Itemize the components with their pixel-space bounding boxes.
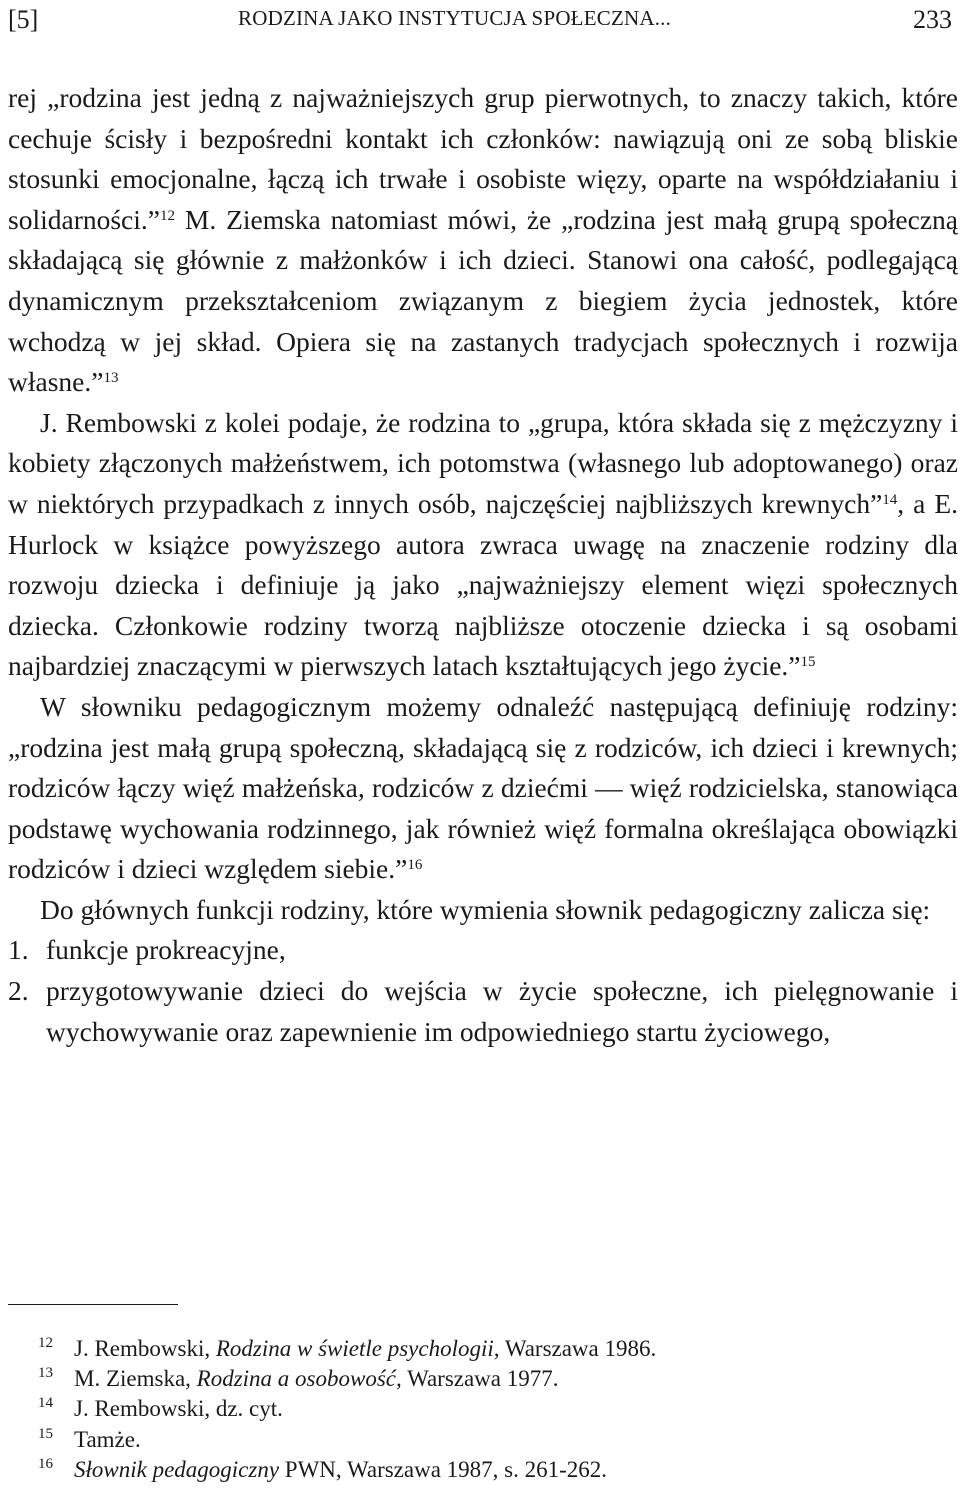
functions-list: [8, 930, 958, 1052]
page-number: 233: [913, 5, 952, 34]
footnote-ref-12: 12: [159, 207, 175, 224]
section-number: [5]: [8, 5, 39, 34]
paragraph-1: rej „rodzina jest jedną z najważniejszych grup pierwotnych, to znaczy takich, które cechuje ścisły i bezpośredni kontakt ich członków: nawiązują oni ze sobą bliskie stosunki emocjonalne, łączą ich trwałe i osobiste więzy, oparte na współdziałaniu i solidarności.”$^{12}$ M. Ziemska natomiast mówi, że „rodzina jest małą grupą społeczną składającą się głównie z małżonków i ich dzieci. Stanowi ona całość, podlegającą dynamicznym przekształceniom związanym z biegiem życia jednostek, które wchodzą w jej skład. Opiera się na zastanych tradycjach społecznych i rozwija własne.”$^{13}$: [8, 82, 958, 398]
footnote-16: 16 Słownik pedagogiczny PWN, Warszawa 1987, s. 261-262.: [38, 1455, 608, 1482]
list-item: 2. przygotowywanie dzieci do wejścia w życie społeczne, ich pielęgnowanie i wychowywanie oraz zapewnienie im odpowiedniego startu życiowego,: [8, 975, 958, 1047]
footnotes: [38, 1334, 938, 1485]
footnote-ref-13: 13: [103, 370, 119, 387]
footnote-15: 15 Tamże.: [38, 1425, 141, 1452]
list-item: 1. funkcje prokreacyjne,: [8, 934, 286, 966]
paragraph-3: W słowniku pedagogicznym możemy odnaleźć następującą definiuję rodziny: „rodzina jest małą grupą społeczną, składającą się z rodziców, ich dzieci i krewnych; rodziców łączy więź małżeńska, rodziców z dziećmi — więź rodzicielska, stanowiąca podstawę wychowania rodzinnego, jak również więź formalna określająca obowiązki rodziców i dzieci względem siebie.”$^{16}$: [8, 690, 958, 885]
main-text: [8, 78, 958, 1052]
footnote-ref-16: 16: [407, 857, 423, 874]
footnote-14: 14 J. Rembowski, dz. cyt.: [38, 1395, 283, 1422]
running-title: RODZINA JAKO INSTYTUCJA SPOŁECZNA...: [238, 6, 672, 30]
footnote-ref-14: 14: [882, 491, 898, 508]
paragraph-2: J. Rembowski z kolei podaje, że rodzina to „grupa, która składa się z mężczyzny i kobiety złączonych małżeństwem, ich potomstwa (własnego lub adoptowanego) oraz w niektórych przypadkach z innych osób, najczęściej najbliższych krewnych”$^{14}$, a E. Hurlock w książce powyższego autora zwraca uwagę na znaczenie rodziny dla rozwoju dziecka i definiuje ją jako „najważniejszy element więzi społecznych dziecka. Członkowie rodziny tworzą najbliższe otoczenie dziecka i są osobami najbardziej znaczącymi w pierwszych latach kształtujących jego życie.”$^{15}$: [8, 406, 958, 682]
paragraph-4: Do głównych funkcji rodziny, które wymienia słownik pedagogiczny zalicza się:: [40, 893, 931, 925]
page-header: [8, 0, 952, 40]
footnote-12: 12 J. Rembowski, Rodzina w świetle psychologii, Warszawa 1986.: [38, 1335, 657, 1361]
footnote-ref-15: 15: [800, 654, 816, 671]
footnote-13: 13 M. Ziemska, Rodzina a osobowość, Warszawa 1977.: [38, 1365, 559, 1392]
footnote-divider: [8, 1304, 178, 1305]
